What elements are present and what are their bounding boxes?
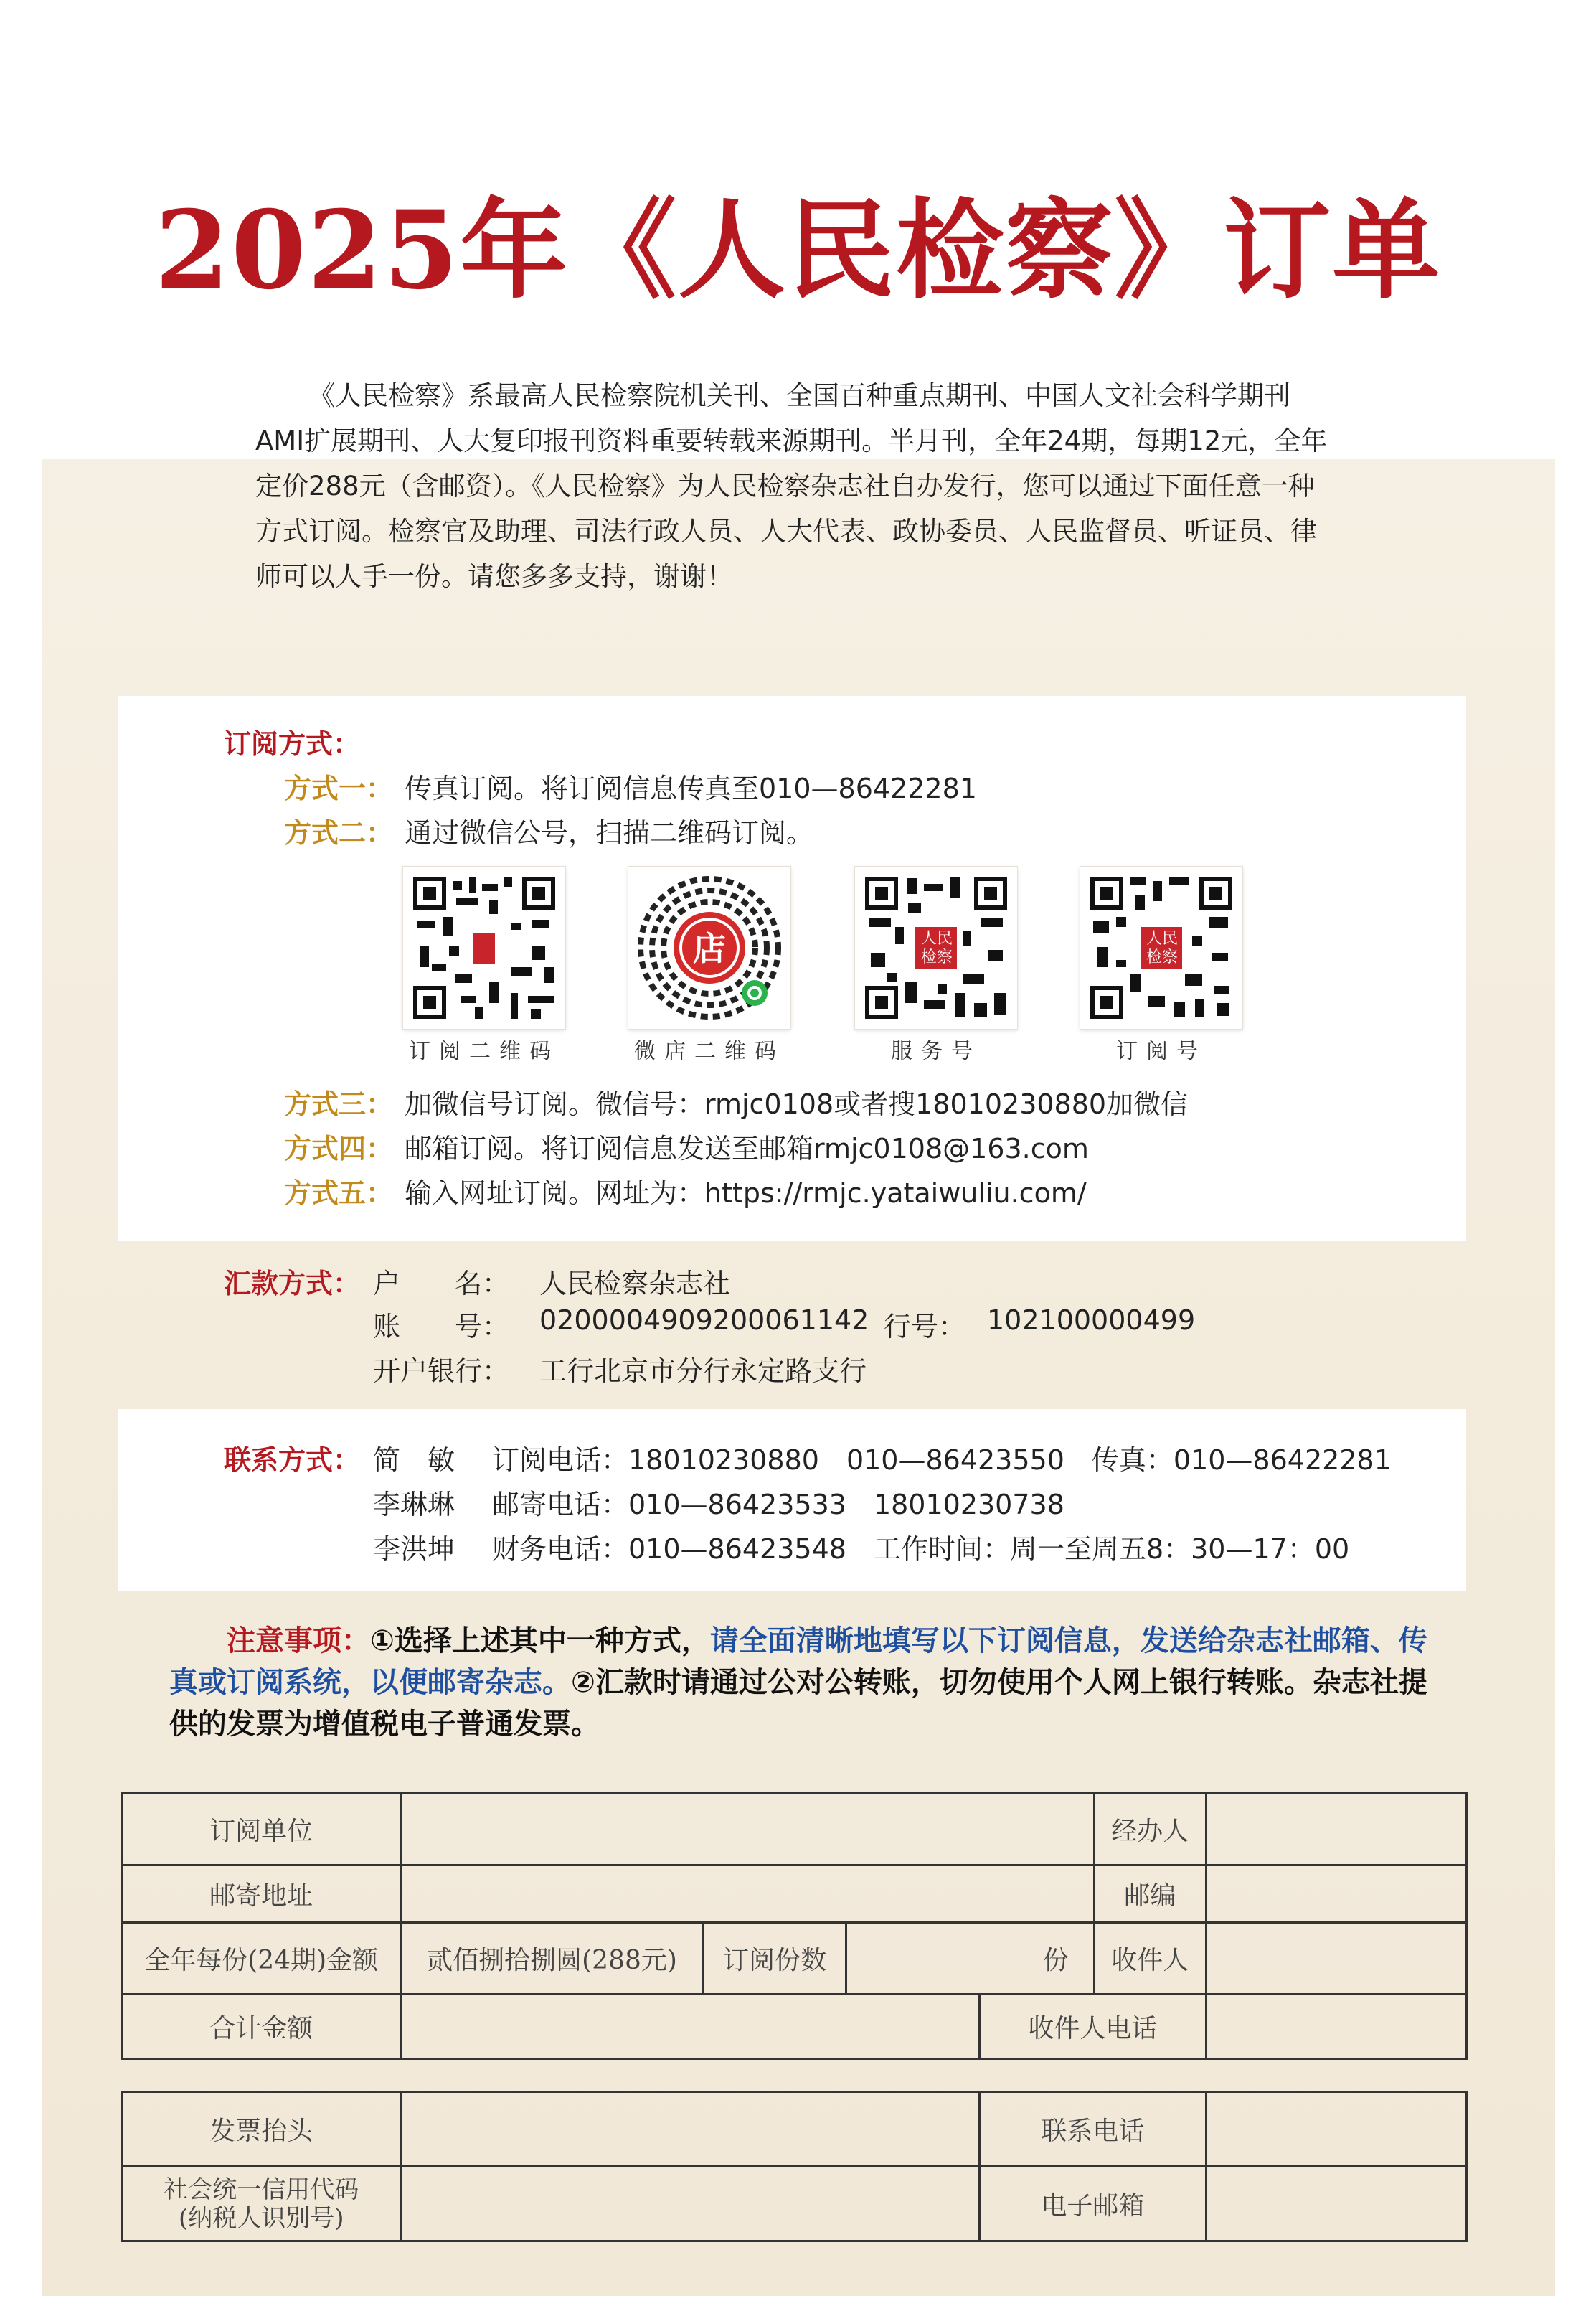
contact-info: 财务电话：010—86423548 工作时间：周一至周五8：30—17：00	[492, 1533, 1350, 1565]
credit-code-line1: 社会统一信用代码	[164, 2175, 359, 2204]
label-email: 电子邮箱	[980, 2167, 1207, 2241]
input-email[interactable]	[1206, 2167, 1466, 2241]
label-recipient: 收件人	[1094, 1923, 1206, 1995]
qr-badge-text: 人民检察	[920, 930, 953, 966]
order-form-table	[121, 1792, 1468, 2060]
qr-code-icon	[403, 867, 565, 1029]
contact-name: 李洪坤	[373, 1533, 455, 1565]
input-copies[interactable]	[846, 1923, 1094, 1995]
method4-label: 方式四：	[284, 1133, 394, 1164]
method1-text: 传真订阅。将订阅信息传真至010—86422281	[405, 773, 977, 804]
remit-bank-no-value: 102100000499	[987, 1304, 1196, 1336]
invoice-form-table	[121, 2091, 1468, 2242]
label-mailing-address: 邮寄地址	[122, 1865, 401, 1923]
remit-heading: 汇款方式：	[224, 1268, 361, 1299]
intro-paragraph: 《人民检察》系最高人民检察院机关刊、全国百种重点期刊、中国人文社会科学期刊AMI扩展期刊、人大复印报刊资料重要转载来源期刊。半月刊，全年24期，每期12元，全年定价288元（含邮资）。《人民检察》为人民检察杂志社自办发行，您可以通过下面任意一种方式订阅。检察官及助理、司法行政人员、人大代表、政协委员、人民监督员、听证员、律师可以人手一份。请您多多支持，谢谢！	[255, 380, 1328, 592]
notice-label: 注意事项：	[227, 1624, 370, 1657]
contact-info: 订阅电话：18010230880 010—86423550 传真：010—86422281	[492, 1444, 1392, 1476]
label-handler: 经办人	[1094, 1794, 1206, 1865]
notice-paragraph	[169, 1620, 1453, 1745]
label-copies: 订阅份数	[703, 1923, 846, 1995]
input-recipient-phone[interactable]	[1206, 1995, 1466, 2059]
remit-bank-value: 工行北京市分行永定路支行	[539, 1355, 867, 1387]
label-invoice-title: 发票抬头	[122, 2092, 401, 2167]
annual-amount-value: 贰佰捌拾捌圆(288元)	[401, 1923, 703, 1995]
method3-label: 方式三：	[284, 1088, 394, 1120]
qr-badge-shop: 店	[693, 929, 726, 968]
input-contact-phone[interactable]	[1206, 2092, 1466, 2167]
remit-account-label: 账 号：	[373, 1311, 510, 1342]
label-annual-amount: 全年每份(24期)金额	[122, 1923, 401, 1995]
input-mailing-address[interactable]	[401, 1865, 1095, 1923]
input-recipient[interactable]	[1206, 1923, 1466, 1995]
input-credit-code[interactable]	[401, 2167, 980, 2241]
page-title: 2025年《人民检察》订单	[154, 187, 1442, 314]
method2-text: 通过微信公号，扫描二维码订阅。	[405, 817, 814, 849]
remit-name-value: 人民检察杂志社	[539, 1268, 731, 1299]
label-postcode: 邮编	[1094, 1865, 1206, 1923]
qr-service[interactable]	[855, 867, 1017, 1029]
input-handler[interactable]	[1206, 1794, 1466, 1865]
label-recipient-phone: 收件人电话	[980, 1995, 1207, 2059]
qr-caption: 服务号	[891, 1039, 981, 1064]
notice-part3: ②汇款时请通过公对公转账，切勿使用个人网上银行转账。杂志社提供的发票为增值税电子普通发票。	[169, 1666, 1427, 1741]
label-credit-code	[122, 2167, 401, 2241]
label-total-amount: 合计金额	[122, 1995, 401, 2059]
remit-bank-label: 开户银行：	[373, 1355, 510, 1387]
remit-account-value: 0200004909200061142	[539, 1304, 869, 1336]
contact-name: 李琳琳	[373, 1489, 455, 1520]
label-subscriber-unit: 订阅单位	[122, 1794, 401, 1865]
qr-subscribe[interactable]	[403, 867, 565, 1029]
qr-caption: 订阅号	[1116, 1039, 1207, 1064]
qr-caption: 订阅二维码	[409, 1039, 559, 1064]
method5-label: 方式五：	[284, 1177, 394, 1209]
contact-heading: 联系方式：	[224, 1444, 361, 1476]
subscribe-heading: 订阅方式：	[224, 728, 361, 760]
contact-info: 邮寄电话：010—86423533 18010230738	[492, 1489, 1064, 1520]
qr-subscription-account[interactable]	[1080, 867, 1242, 1029]
method5-text: 输入网址订阅。网址为：https://rmjc.yataiwuliu.com/	[405, 1177, 1087, 1209]
input-postcode[interactable]	[1206, 1865, 1466, 1923]
label-contact-phone: 联系电话	[980, 2092, 1207, 2167]
input-total-amount[interactable]	[401, 1995, 980, 2059]
remit-name-label: 户 名：	[373, 1268, 510, 1299]
copies-unit: 份	[1042, 1946, 1069, 1975]
qr-badge-text: 人民检察	[1146, 930, 1178, 966]
remit-bank-no-label: 行号：	[884, 1311, 966, 1342]
method2-label: 方式二：	[284, 817, 394, 849]
qr-weidian[interactable]	[628, 867, 790, 1029]
input-subscriber-unit[interactable]	[401, 1794, 1095, 1865]
notice-part2: 请全面清晰地填写以下订阅信息，发送给杂志社邮箱、传真或订阅系统，以便邮寄杂志。	[169, 1624, 1427, 1699]
method1-label: 方式一：	[284, 773, 394, 804]
notice-part1: ①选择上述其中一种方式，	[370, 1624, 710, 1657]
qr-caption: 微店二维码	[634, 1039, 785, 1064]
credit-code-line2: (纳税人识别号)	[178, 2203, 344, 2233]
qr-code-icon	[628, 867, 790, 1029]
input-invoice-title[interactable]	[401, 2092, 980, 2167]
contact-name: 简 敏	[373, 1444, 455, 1476]
method3-text: 加微信号订阅。微信号：rmjc0108或者搜18010230880加微信	[405, 1088, 1189, 1120]
method4-text: 邮箱订阅。将订阅信息发送至邮箱rmjc0108@163.com	[405, 1133, 1089, 1164]
